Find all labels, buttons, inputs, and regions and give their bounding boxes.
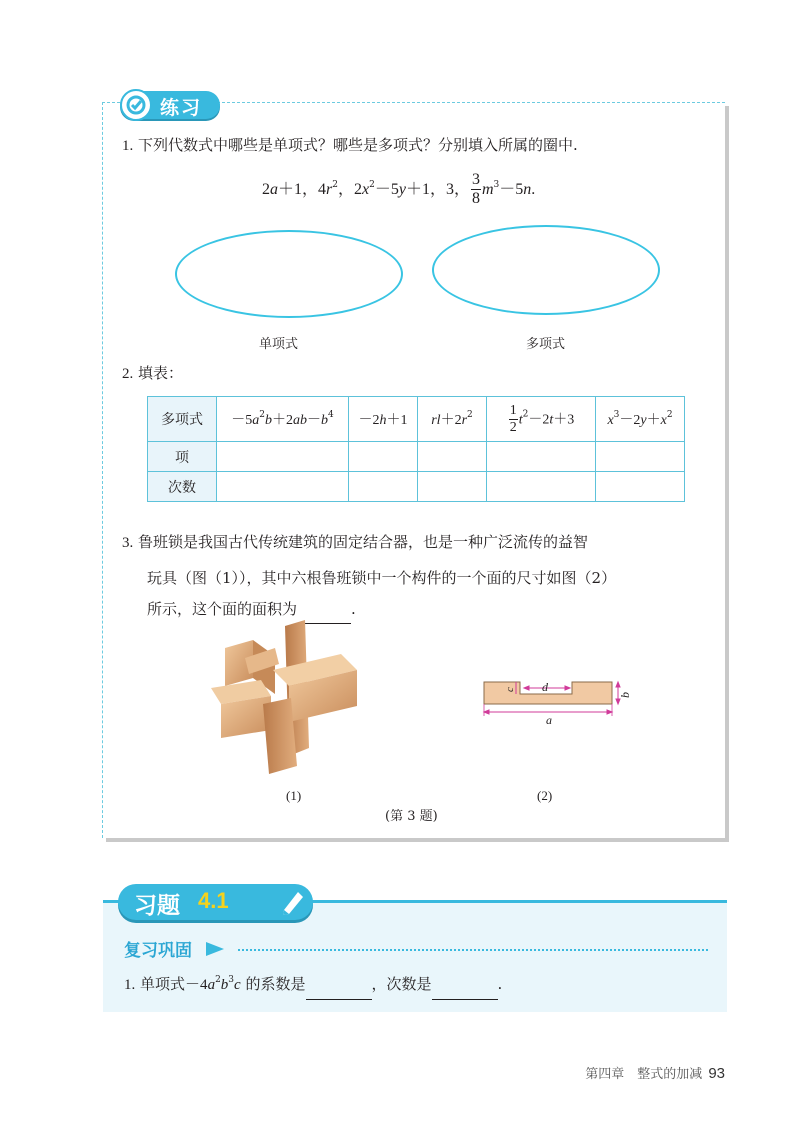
arrow-icon xyxy=(204,941,226,957)
monomial-label: 单项式 xyxy=(259,337,299,352)
polynomial-label: 多项式 xyxy=(526,337,566,352)
exercises-number: 4.1 xyxy=(198,888,229,913)
dimension-diagram xyxy=(476,672,636,732)
row-header: 次数 xyxy=(148,472,217,502)
table-cell[interactable] xyxy=(596,442,685,472)
practice-title: 练习 xyxy=(160,97,203,119)
table-cell[interactable] xyxy=(349,472,418,502)
figure-2-caption: (2) xyxy=(537,788,553,803)
pencil-icon xyxy=(278,888,306,916)
fill-table xyxy=(147,396,685,502)
table-cell: $rl+2r^2$ xyxy=(418,397,487,442)
table-cell[interactable] xyxy=(418,442,487,472)
question-3: 3. 鲁班锁是我国古代传统建筑的固定结合器，也是一种广泛流传的益智 xyxy=(122,533,589,551)
practice-heading xyxy=(120,91,220,119)
question-1-text: 下列代数式中哪些是单项式？哪些是多项式？分别填入所属的圈中. xyxy=(138,136,578,154)
table-cell[interactable] xyxy=(217,442,349,472)
monomial-oval[interactable] xyxy=(175,230,403,318)
dim-label-c: c xyxy=(504,687,516,692)
table-cell[interactable] xyxy=(349,442,418,472)
polynomial-oval[interactable] xyxy=(432,225,660,315)
table-cell: $-5a^2b+2ab-b^4$ xyxy=(217,397,349,442)
exercises-tag: 习题 xyxy=(134,893,180,919)
question-2: 2. 填表： xyxy=(122,364,184,382)
dim-label-a: a xyxy=(546,713,552,727)
question-3-line-3: 所示，这个面的面积为 . xyxy=(147,594,356,624)
degree-blank[interactable] xyxy=(432,981,498,1000)
table-cell: $\frac{1}{2}$ $t^2-2t+3$ xyxy=(487,397,596,442)
question-1: 1. 下列代数式中哪些是单项式？哪些是多项式？分别填入所属的圈中. xyxy=(122,136,578,154)
figure-1-caption: (1) xyxy=(286,788,302,803)
table-cell[interactable] xyxy=(487,442,596,472)
table-cell[interactable] xyxy=(487,472,596,502)
exercise-1: 1. 单项式$-4a^2b^3c$ 的系数是 ，次数是 . xyxy=(124,969,502,1000)
page-number: 93 xyxy=(708,1065,725,1082)
table-cell: －2h＋1 xyxy=(349,397,418,442)
row-header: 项 xyxy=(148,442,217,472)
table-cell: $x^3-2y+x^2$ xyxy=(596,397,685,442)
dim-label-b: b xyxy=(618,692,632,698)
review-title: 复习巩固 xyxy=(124,936,226,961)
luban-lock-image xyxy=(205,618,365,776)
table-cell[interactable] xyxy=(596,472,685,502)
chapter-label: 第四章 整式的加减 xyxy=(585,1067,703,1082)
exercises-heading xyxy=(118,884,313,920)
coefficient-blank[interactable] xyxy=(306,981,372,1000)
dim-label-d: d xyxy=(542,680,548,694)
table-row xyxy=(148,442,685,472)
practice-icon xyxy=(120,89,152,121)
question-3-line-2: 玩具（图（1）），其中六根鲁班锁中一个构件的一个面的尺寸如图（2） xyxy=(147,569,617,587)
review-divider xyxy=(238,949,708,951)
table-row xyxy=(148,397,685,442)
table-cell[interactable] xyxy=(217,472,349,502)
figure-caption: (第 3 题) xyxy=(385,809,438,824)
row-header: 多项式 xyxy=(148,397,217,442)
table-cell[interactable] xyxy=(418,472,487,502)
page-footer xyxy=(585,1063,725,1082)
q1-expressions: 2a＋1，$4r^2$，$2x^2-5y+1$，3， $\frac{3}{8}$ $m^3-5n$. xyxy=(262,171,536,207)
table-row xyxy=(148,472,685,502)
